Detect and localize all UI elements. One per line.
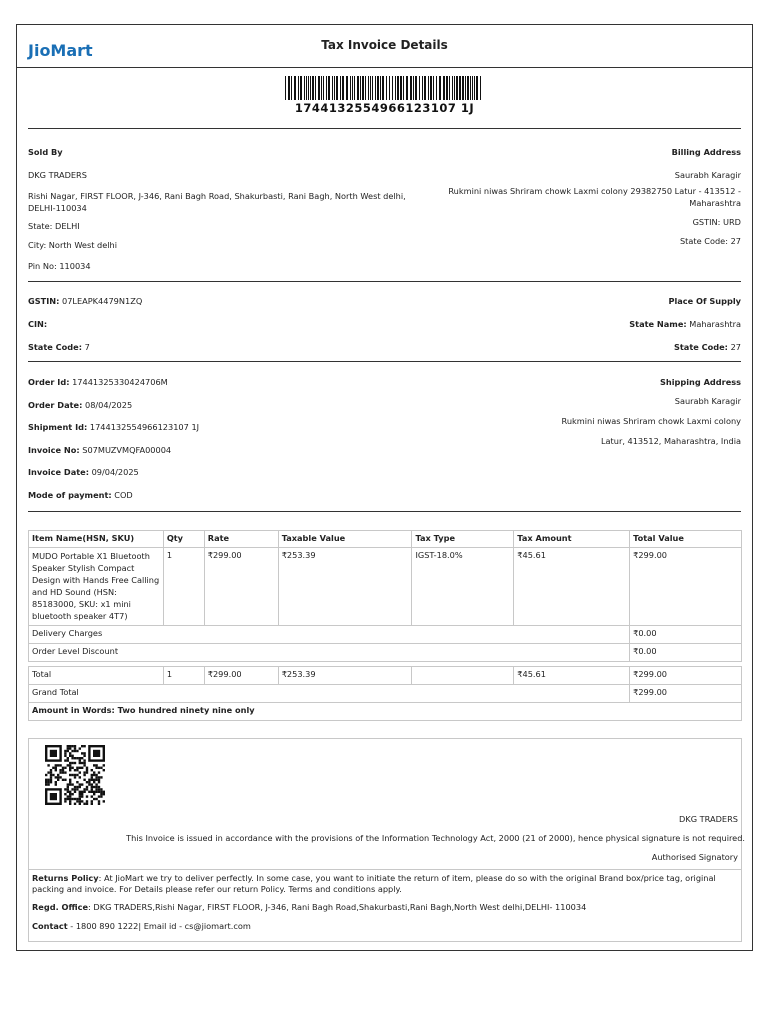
discount-value: ₹0.00	[630, 644, 742, 662]
seller-city: City: North West delhi	[28, 240, 118, 250]
sold-by-heading: Sold By	[28, 147, 63, 157]
seller-address: Rishi Nagar, FIRST FLOOR, J-346, Rani Bagh Road, Shakurbasti, Rani Bagh, North West delhi, DELHI-110034	[28, 191, 406, 213]
seller-pin: Pin No: 110034	[28, 261, 91, 271]
delivery-label: Delivery Charges	[29, 626, 630, 644]
seller-state: State: DELHI	[28, 221, 80, 231]
barcode	[17, 76, 752, 115]
column-header: Tax Type	[412, 531, 514, 548]
invoice-date: Invoice Date: 09/04/2025	[28, 467, 139, 477]
barcode-number: 1744132554966123107 1J	[294, 101, 475, 115]
grand-total-row	[29, 685, 742, 703]
divider	[29, 869, 741, 870]
item-total: ₹299.00	[630, 548, 742, 626]
shipping-line1: Rukmini niwas Shriram chowk Laxmi colony	[561, 416, 741, 426]
total-rate: ₹299.00	[204, 667, 278, 685]
divider	[28, 281, 741, 282]
items-table	[28, 530, 742, 721]
column-header: Qty	[163, 531, 204, 548]
billing-gstin: GSTIN: URD	[692, 217, 741, 227]
total-taxable: ₹253.39	[278, 667, 412, 685]
divider	[28, 361, 741, 362]
order-date: Order Date: 08/04/2025	[28, 400, 133, 410]
divider	[28, 128, 741, 129]
shipment-id: Shipment Id: 1744132554966123107 1J	[28, 422, 200, 432]
item-tax-type: IGST-18.0%	[412, 548, 514, 626]
invoice-header	[17, 25, 752, 68]
column-header: Item Name(HSN, SKU)	[29, 531, 164, 548]
total-label: Total	[29, 667, 164, 685]
total-value: ₹299.00	[630, 667, 742, 685]
column-header: Taxable Value	[278, 531, 412, 548]
barcode-icon	[285, 76, 485, 100]
supply-state-code: State Code: 27	[673, 342, 741, 352]
order-id: Order Id: 17441325330424706M	[28, 377, 168, 387]
shipping-name: Saurabh Karagir	[674, 396, 741, 406]
billing-name: Saurabh Karagir	[674, 170, 741, 180]
amount-words-row	[29, 703, 742, 721]
amount-in-words: Amount in Words: Two hundred ninety nine only	[29, 703, 742, 721]
grand-total-label: Grand Total	[29, 685, 630, 703]
contact-info: Contact - 1800 890 1222| Email id - cs@jiomart.com	[32, 921, 251, 931]
item-name: MUDO Portable X1 Bluetooth Speaker Stylish Compact Design with Hands Free Calling and HD Sound (HSN: 85183000, SKU: x1 mini bluetooth speaker 4T7)	[29, 548, 164, 626]
it-act-note: This Invoice is issued in accordance with the provisions of the Information Technology Act, 2000 (21 of 2000), hence physical signature is not required.	[126, 833, 745, 843]
delivery-value: ₹0.00	[630, 626, 742, 644]
seller-cin: CIN:	[28, 319, 48, 329]
payment-mode: Mode of payment: COD	[28, 490, 133, 500]
jiomart-logo[interactable]: JioMart	[28, 41, 93, 60]
total-tax-type	[412, 667, 514, 685]
billing-address: Rukmini niwas Shriram chowk Laxmi colony 29382750 Latur - 413512 - Maharashtra	[448, 186, 741, 208]
delivery-row	[29, 626, 742, 644]
page-title: Tax Invoice Details	[321, 38, 448, 52]
billing-heading: Billing Address	[671, 147, 741, 157]
total-qty: 1	[163, 667, 204, 685]
grand-total-value: ₹299.00	[630, 685, 742, 703]
item-rate: ₹299.00	[204, 548, 278, 626]
table-header-row	[29, 531, 742, 548]
returns-policy: Returns Policy: At JioMart we try to deliver perfectly. In some case, you want to initiate the return of item, please do so with the original Brand box/price tag, original packing and invoice. For Details please refer our return Policy. Terms and conditions apply.	[32, 873, 716, 894]
invoice-no: Invoice No: S07MUZVMQFA00004	[28, 445, 172, 455]
signatory-name: DKG TRADERS	[679, 814, 738, 824]
qr-code-icon	[45, 745, 105, 805]
discount-label: Order Level Discount	[29, 644, 630, 662]
billing-state-code: State Code: 27	[679, 236, 741, 246]
shipping-line2: Latur, 413512, Maharashtra, India	[600, 436, 741, 446]
seller-name: DKG TRADERS	[28, 170, 87, 180]
item-taxable: ₹253.39	[278, 548, 412, 626]
column-header: Rate	[204, 531, 278, 548]
seller-state-code: State Code: 7	[28, 342, 90, 352]
seller-gstin: GSTIN: 07LEAPK4479N1ZQ	[28, 296, 143, 306]
invoice-document	[16, 24, 753, 951]
column-header: Tax Amount	[514, 531, 630, 548]
supply-state-name: State Name: Maharashtra	[629, 319, 741, 329]
registered-office: Regd. Office: DKG TRADERS,Rishi Nagar, FIRST FLOOR, J-346, Rani Bagh Road,Shakurbasti,Rani Bagh,North West delhi,DELHI- 110034	[32, 902, 587, 912]
column-header: Total Value	[630, 531, 742, 548]
total-tax-amount: ₹45.61	[514, 667, 630, 685]
shipping-heading: Shipping Address	[660, 377, 741, 387]
total-row	[29, 667, 742, 685]
footer-section	[28, 738, 745, 942]
item-qty: 1	[163, 548, 204, 626]
divider	[28, 511, 741, 512]
signatory-title: Authorised Signatory	[651, 852, 738, 862]
item-tax-amount: ₹45.61	[514, 548, 630, 626]
place-of-supply-heading: Place Of Supply	[668, 296, 741, 306]
table-row	[29, 548, 742, 626]
discount-row	[29, 644, 742, 662]
